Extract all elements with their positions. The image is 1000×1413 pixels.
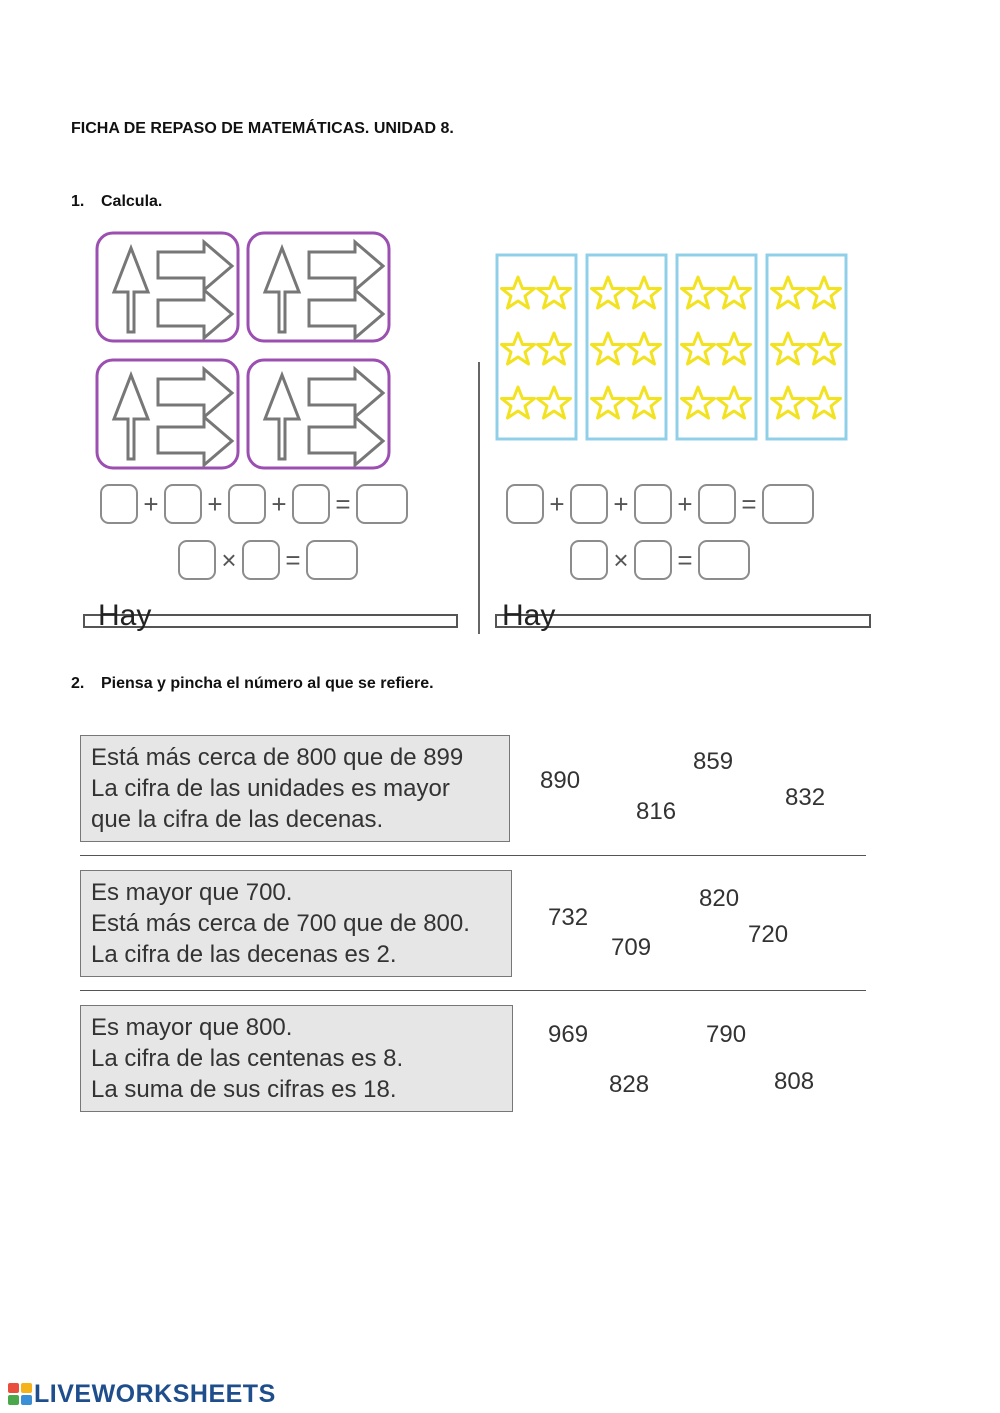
- arrow-group-1: [97, 233, 238, 341]
- arrow-groups-image: [90, 228, 400, 476]
- right-addend-1-box[interactable]: [506, 484, 544, 524]
- plus-sign: +: [271, 489, 287, 519]
- equals-sign: =: [677, 545, 693, 575]
- plus-sign: +: [143, 489, 159, 519]
- plus-sign: +: [207, 489, 223, 519]
- equals-sign: =: [285, 545, 301, 575]
- plus-sign: +: [549, 489, 565, 519]
- column-divider: [478, 362, 480, 634]
- right-hay-label: Hay: [502, 599, 556, 632]
- question-1-number: 1.: [71, 193, 85, 210]
- right-factor-2-box[interactable]: [634, 540, 672, 580]
- left-addition-row: [100, 484, 408, 524]
- option-732[interactable]: 732: [548, 904, 589, 931]
- logo-text: LIVEWORKSHEETS: [34, 1380, 276, 1408]
- option-808[interactable]: 808: [774, 1068, 815, 1095]
- right-multiplication-row: [570, 540, 750, 580]
- clue-line: Es mayor que 700.: [91, 879, 293, 906]
- clue-line: La cifra de las centenas es 8.: [91, 1045, 404, 1072]
- clue-box-2: [80, 870, 512, 977]
- times-sign: ×: [613, 545, 629, 575]
- right-product-box[interactable]: [698, 540, 750, 580]
- left-hay-label: Hay: [98, 599, 152, 632]
- equals-sign: =: [741, 489, 757, 519]
- left-factor-2-box[interactable]: [242, 540, 280, 580]
- page-title: FICHA DE REPASO DE MATEMÁTICAS. UNIDAD 8.: [71, 120, 454, 137]
- question-2-number: 2.: [71, 675, 85, 692]
- arrow-group-3: [97, 360, 238, 468]
- left-product-box[interactable]: [306, 540, 358, 580]
- option-720[interactable]: 720: [748, 921, 789, 948]
- clue-line: La cifra de las unidades es mayor: [91, 775, 450, 802]
- star-group-3: [677, 255, 756, 439]
- left-addend-1-box[interactable]: [100, 484, 138, 524]
- clue-box-1: [80, 735, 510, 842]
- option-832[interactable]: 832: [785, 784, 826, 811]
- star-group-4: [767, 255, 846, 439]
- question-1: [71, 193, 162, 211]
- clue-line: La cifra de las decenas es 2.: [91, 941, 397, 968]
- left-addend-3-box[interactable]: [228, 484, 266, 524]
- star-group-2: [587, 255, 666, 439]
- clue-line: La suma de sus cifras es 18.: [91, 1076, 397, 1103]
- option-790[interactable]: 790: [706, 1021, 747, 1048]
- plus-sign: +: [613, 489, 629, 519]
- right-addend-4-box[interactable]: [698, 484, 736, 524]
- right-factor-1-box[interactable]: [570, 540, 608, 580]
- times-sign: ×: [221, 545, 237, 575]
- clue-line: Está más cerca de 800 que de 899: [91, 744, 464, 771]
- option-820[interactable]: 820: [699, 885, 740, 912]
- right-sum-box[interactable]: [762, 484, 814, 524]
- option-816[interactable]: 816: [636, 798, 677, 825]
- option-828[interactable]: 828: [609, 1071, 650, 1098]
- arrow-group-2: [248, 233, 389, 341]
- left-factor-1-box[interactable]: [178, 540, 216, 580]
- question-1-text: Calcula.: [101, 193, 163, 210]
- plus-sign: +: [677, 489, 693, 519]
- question-2: [71, 675, 434, 693]
- left-multiplication-row: [178, 540, 358, 580]
- left-addend-2-box[interactable]: [164, 484, 202, 524]
- option-709[interactable]: 709: [611, 934, 652, 961]
- star-group-1: [497, 255, 576, 439]
- equals-sign: =: [335, 489, 351, 519]
- option-859[interactable]: 859: [693, 748, 734, 775]
- logo-blocks-icon: [8, 1383, 34, 1407]
- right-addend-2-box[interactable]: [570, 484, 608, 524]
- arrow-group-4: [248, 360, 389, 468]
- star-groups-image: [494, 252, 854, 442]
- question-2-text: Piensa y pincha el número al que se refiere.: [101, 675, 434, 692]
- separator: [80, 990, 866, 991]
- clue-line: que la cifra de las decenas.: [91, 806, 384, 833]
- left-addend-4-box[interactable]: [292, 484, 330, 524]
- liveworksheets-logo: [8, 1380, 276, 1409]
- option-969[interactable]: 969: [548, 1021, 589, 1048]
- clue-line: Es mayor que 800.: [91, 1014, 293, 1041]
- clue-box-3: [80, 1005, 513, 1112]
- separator: [80, 855, 866, 856]
- clue-line: Está más cerca de 700 que de 800.: [91, 910, 470, 937]
- option-890[interactable]: 890: [540, 767, 581, 794]
- right-addend-3-box[interactable]: [634, 484, 672, 524]
- left-sum-box[interactable]: [356, 484, 408, 524]
- right-addition-row: [506, 484, 814, 524]
